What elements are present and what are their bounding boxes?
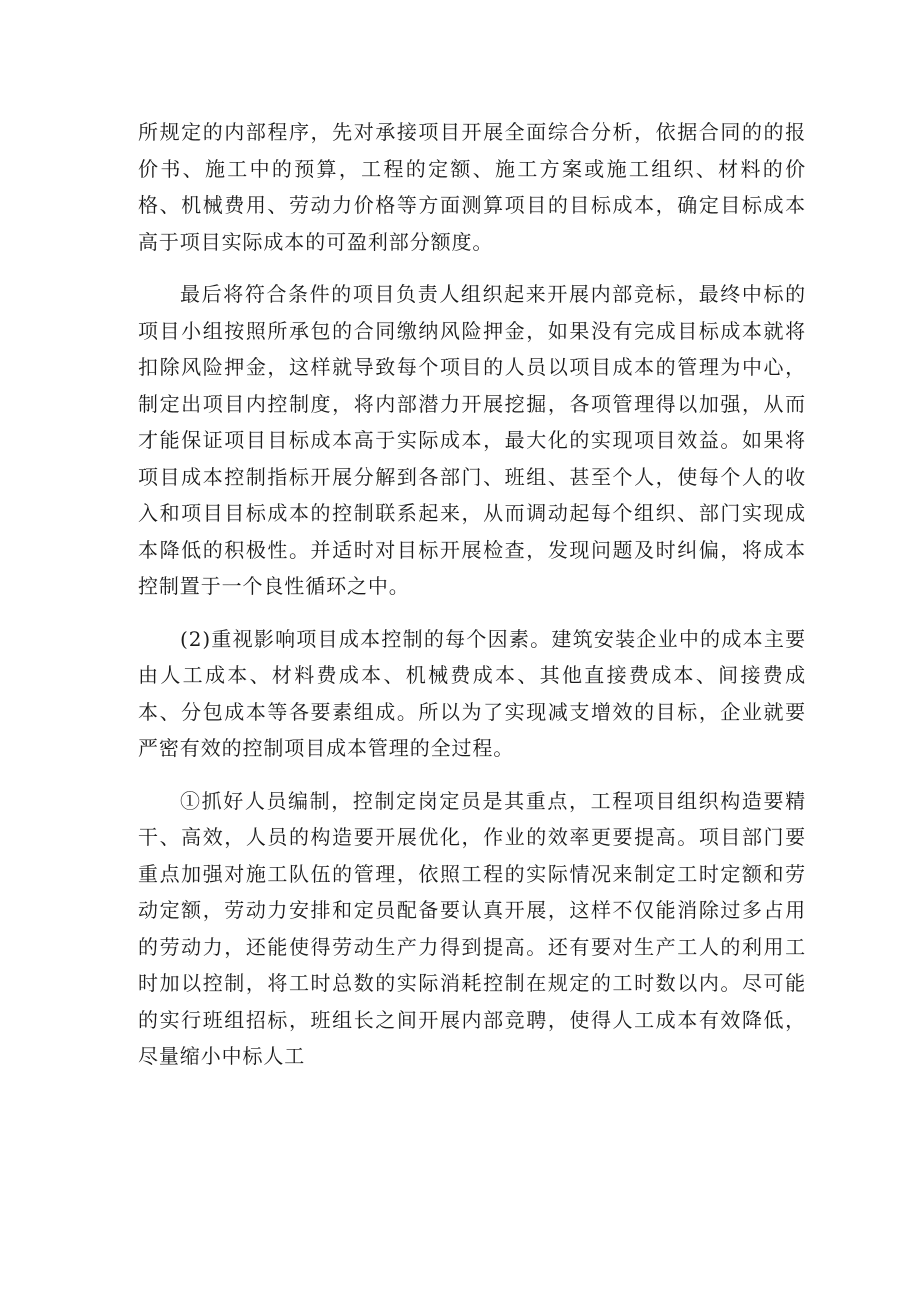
- paragraph-continuation: 所规定的内部程序，先对承接项目开展全面综合分析，依据合同的的报价书、施工中的预算，工程的定额、施工方案或施工组织、材料的价格、机械费用、劳动力价格等方面测算项目的目标成本，确定目标成本高于项目实际成本的可盈利部分额度。: [138, 120, 806, 254]
- paragraph-internal-bidding: 最后将符合条件的项目负责人组织起来开展内部竞标，最终中标的项目小组按照所承包的合同缴纳风险押金，如果没有完成目标成本就将扣除风险押金，这样就导致每个项目的人员以项目成本的管理为中心，制定出项目内控制度，将内部潜力开展挖掘，各项管理得以加强，从而才能保证项目目标成本高于实际成本，最大化的实现项目效益。如果将项目成本控制指标开展分解到各部门、班组、甚至个人，使每个人的收入和项目目标成本的控制联系起来，从而调动起每个组织、部门实现成本降低的积极性。并适时对目标开展检查，发现问题及时纠偏，将成本控制置于一个良性循环之中。: [138, 282, 806, 598]
- paragraph-staffing-control: ①抓好人员编制，控制定岗定员是其重点，工程项目组织构造要精干、高效，人员的构造要开展优化，作业的效率更要提高。项目部门要重点加强对施工队伍的管理，依照工程的实际情况来制定工时定额和劳动定额，劳动力安排和定员配备要认真开展，这样不仅能消除过多占用的劳动力，还能使得劳动生产力得到提高。还有要对生产工人的利用工时加以控制，将工时总数的实际消耗控制在规定的工时数以内。尽可能的实行班组招标，班组长之间开展内部竞聘，使得人工成本有效降低，尽量缩小中标人工: [138, 788, 806, 1068]
- document-body: [138, 114, 806, 1075]
- paragraph-cost-factors: (2)重视影响项目成本控制的每个因素。建筑安装企业中的成本主要由人工成本、材料费成本、机械费成本、其他直接费成本、间接费成本、分包成本等各要素组成。所以为了实现减支增效的目标，企业就要严密有效的控制项目成本管理的全过程。: [138, 626, 806, 760]
